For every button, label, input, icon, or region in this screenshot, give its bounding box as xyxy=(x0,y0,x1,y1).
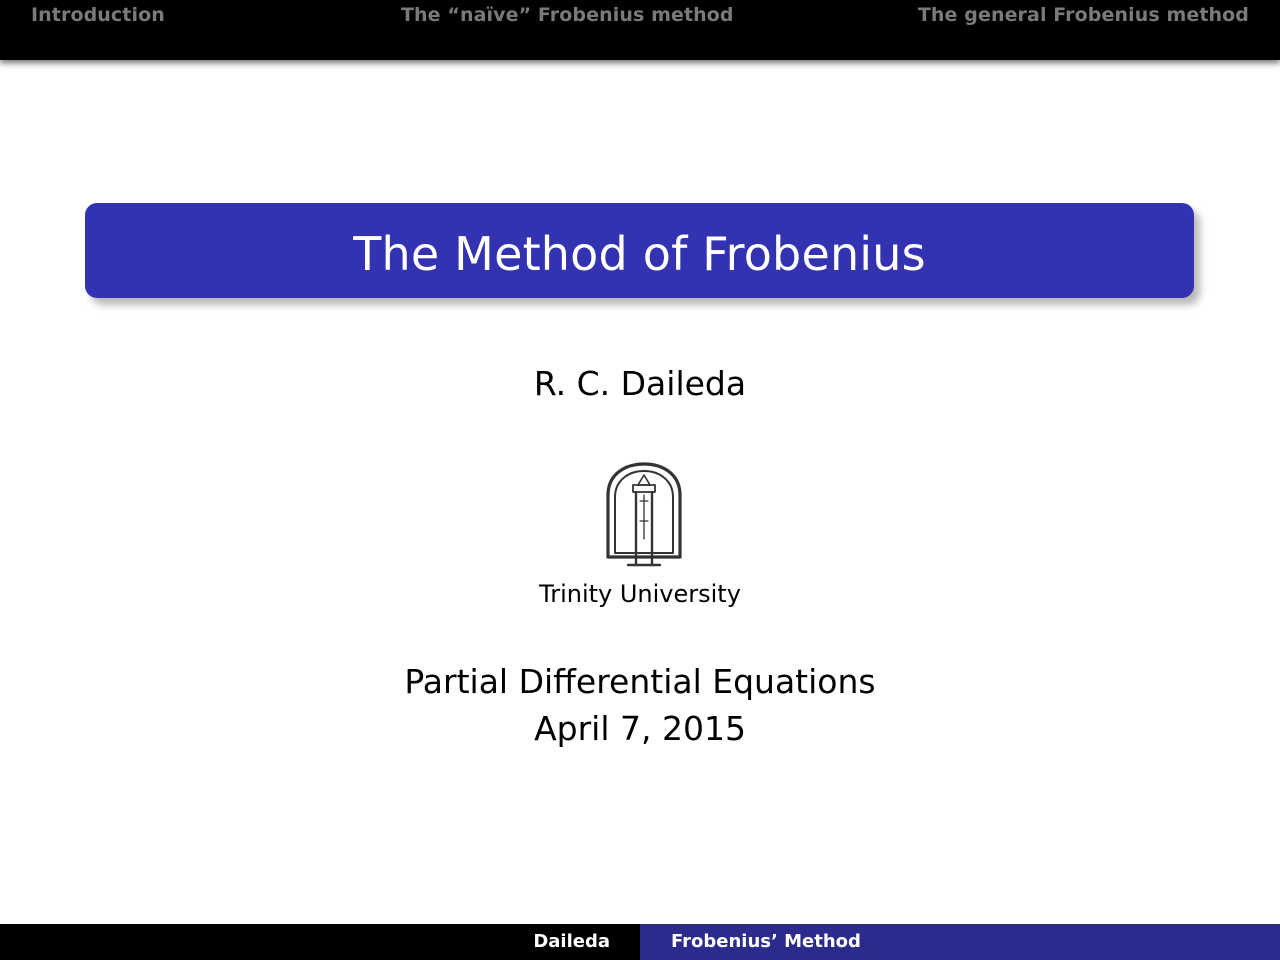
author-name: R. C. Daileda xyxy=(533,364,747,403)
nav-section-naive-frobenius[interactable]: The “naïve” Frobenius method xyxy=(401,4,734,26)
nav-section-introduction[interactable]: Introduction xyxy=(31,4,165,26)
footer-author: Daileda xyxy=(533,931,610,952)
presentation-date: April 7, 2015 xyxy=(534,709,746,748)
institution-name: Trinity University xyxy=(539,580,741,608)
footer-title-panel xyxy=(640,924,1280,960)
slide-title: The Method of Frobenius xyxy=(353,226,926,281)
footer-short-title: Frobenius’ Method xyxy=(671,931,861,952)
section-navigation-bar xyxy=(0,0,1280,60)
title-block xyxy=(85,203,1194,298)
footer-author-panel xyxy=(0,924,640,960)
nav-section-general-frobenius[interactable]: The general Frobenius method xyxy=(917,4,1249,26)
trinity-tower-seal-icon xyxy=(598,461,690,569)
footer-bar xyxy=(0,924,1280,960)
course-name: Partial Differential Equations xyxy=(404,662,876,701)
